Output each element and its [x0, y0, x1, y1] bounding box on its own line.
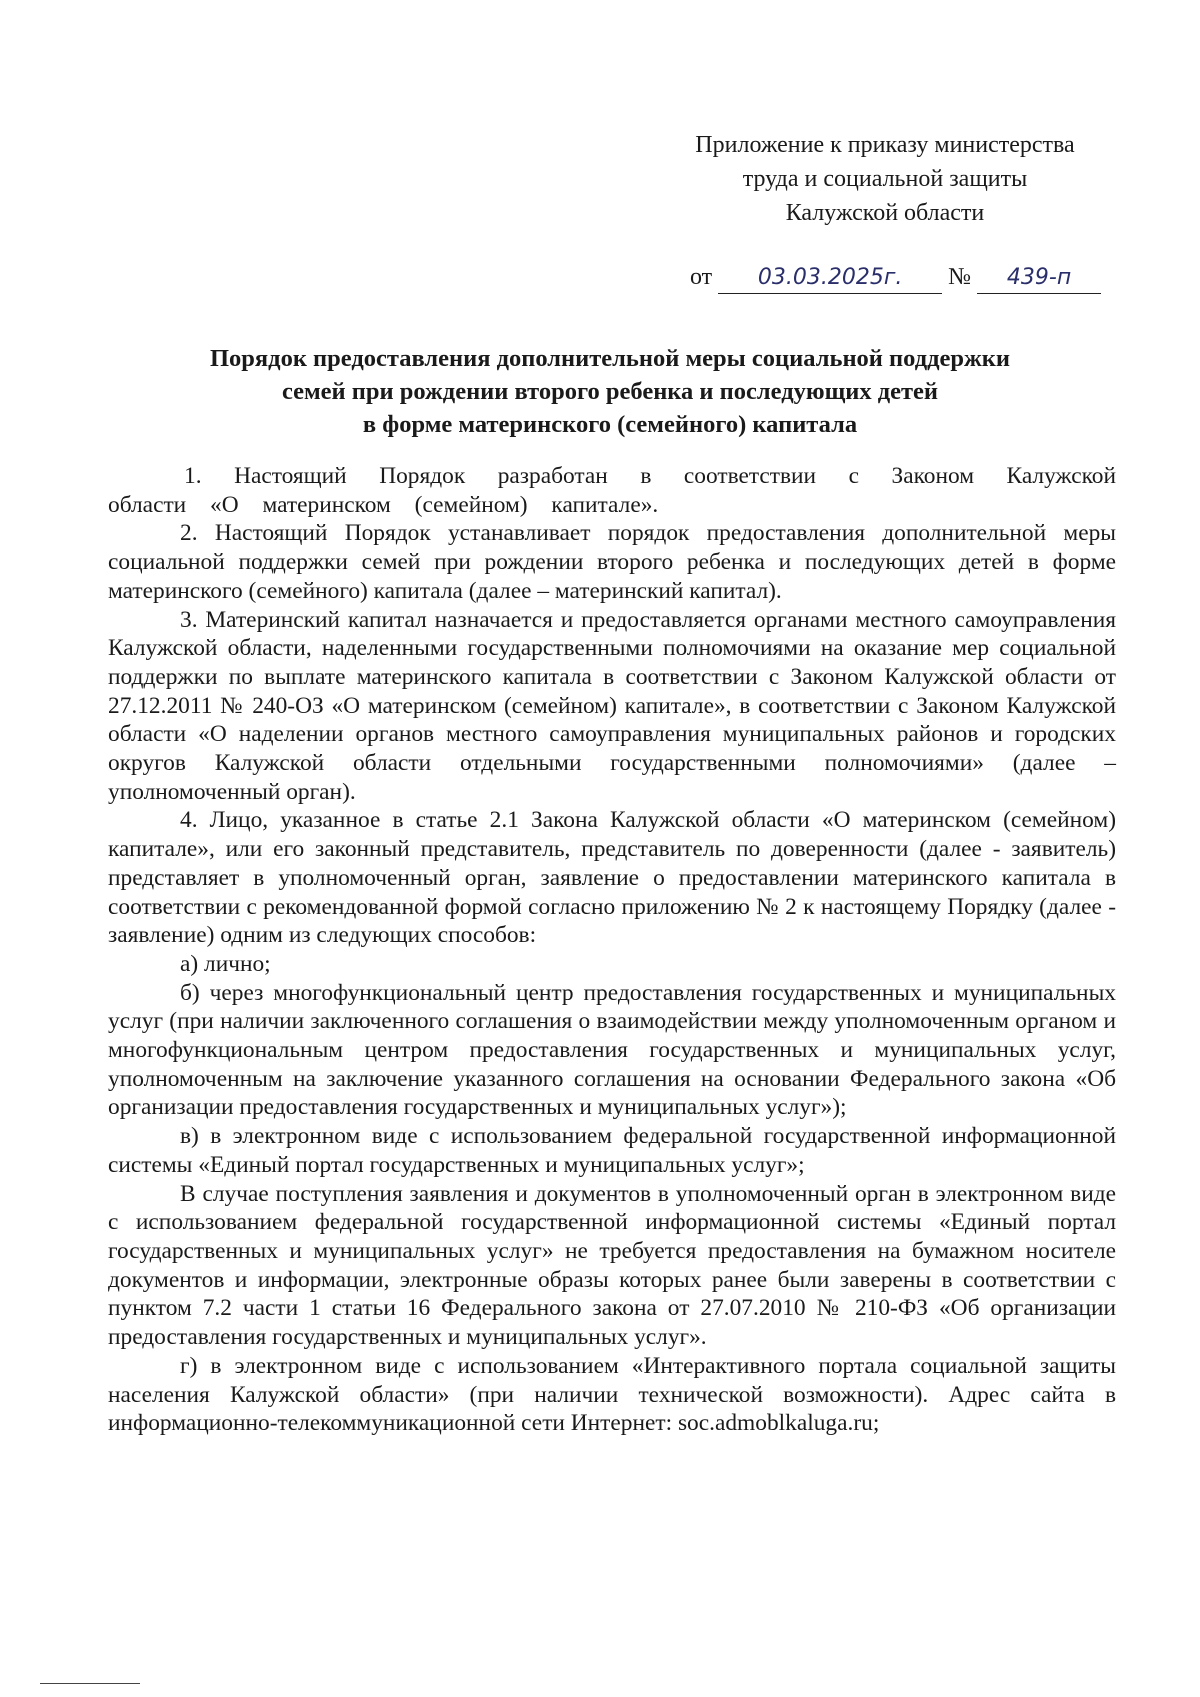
list-item-a: а) лично;	[180, 950, 271, 977]
footer-rule	[40, 1683, 140, 1684]
paragraph-2: 2. Настоящий Порядок устанавливает порядок предоставления дополнительной меры социальной поддержки семей при рождении второго ребенка и последующих детей в форме материнского (семейного) капитала (далее – материнский капитал).	[108, 520, 1116, 604]
order-prefix: от	[690, 264, 713, 290]
list-item-g: г) в электронном виде с использованием «Интерактивного портала социальной защиты населения Калужской области» (при наличии технической возможности). Адрес сайта в информационно-телекоммуникационной сети Интернет: soc.admoblkaluga.ru;	[108, 1352, 1116, 1437]
order-number-label: №	[948, 264, 972, 290]
title-line: семей при рождении второго ребенка и последующих детей	[281, 378, 939, 405]
appendix-line: Приложение к приказу министерства	[695, 132, 1075, 158]
document-body	[108, 462, 1116, 1438]
appendix-line: Калужской области	[785, 200, 985, 226]
paragraph-1: 1. Настоящий Порядок разработан в соответствии с Законом Калужской области «О материнском (семейном) капитале».	[108, 463, 1116, 518]
paragraph-3: 3. Материнский капитал назначается и предоставляется органами местного самоуправления Калужской области, наделенными государственными полномочиями на оказание мер социальной поддержки по выплате материнского капитала в соответствии с Законом Калужской области от 27.12.2011 № 240-ОЗ «О материнском (семейном) капитале», в соответствии с Законом Калужской области «О наделении органов местного самоуправления муниципальных районов и городских округов Калужской области отдельными государственными полномочиями» (далее – уполномоченный орган).	[108, 606, 1116, 805]
list-item-b: б) через многофункциональный центр предоставления государственных и муниципальных услуг (при наличии заключенного соглашения о взаимодействии между уполномоченным органом и многофункциональным центром предоставления государственных и муниципальных услуг, уполномоченным на заключение указанного соглашения на основании Федерального закона «Об организации предоставления государственных и муниципальных услуг»);	[108, 979, 1116, 1121]
title-line: Порядок предоставления дополнительной меры социальной поддержки	[209, 345, 1010, 372]
document-title	[110, 342, 1110, 441]
order-reference	[690, 262, 1101, 294]
list-item-v: в) в электронном виде с использованием федеральной государственной информационной системы «Единый портал государственных и муниципальных услуг»;	[108, 1123, 1116, 1178]
order-number-handwritten: 439-п	[977, 263, 1101, 294]
title-line: в форме материнского (семейного) капитала	[362, 411, 858, 438]
order-date-handwritten: 03.03.2025г.	[718, 263, 942, 294]
appendix-line: труда и социальной защиты	[742, 166, 1028, 192]
appendix-header	[650, 128, 1120, 230]
paragraph-4: 4. Лицо, указанное в статье 2.1 Закона Калужской области «О материнском (семейном) капитале», или его законный представитель, представитель по доверенности (далее - заявитель) представляет в уполномоченный орган, заявление о предоставлении материнского капитала в соответствии с рекомендованной формой согласно приложению № 2 к настоящему Порядку (далее - заявление) одним из следующих способов:	[108, 807, 1116, 949]
paragraph-electronic: В случае поступления заявления и документов в уполномоченный орган в электронном виде с использованием федеральной государственной информационной системы «Единый портал государственных и муниципальных услуг» не требуется предоставления на бумажном носителе документов и информации, электронные образы которых ранее были заверены в соответствии с пунктом 7.2 части 1 статьи 16 Федерального закона от 27.07.2010 № 210-ФЗ «Об организации предоставления государственных и муниципальных услуг».	[108, 1180, 1116, 1351]
